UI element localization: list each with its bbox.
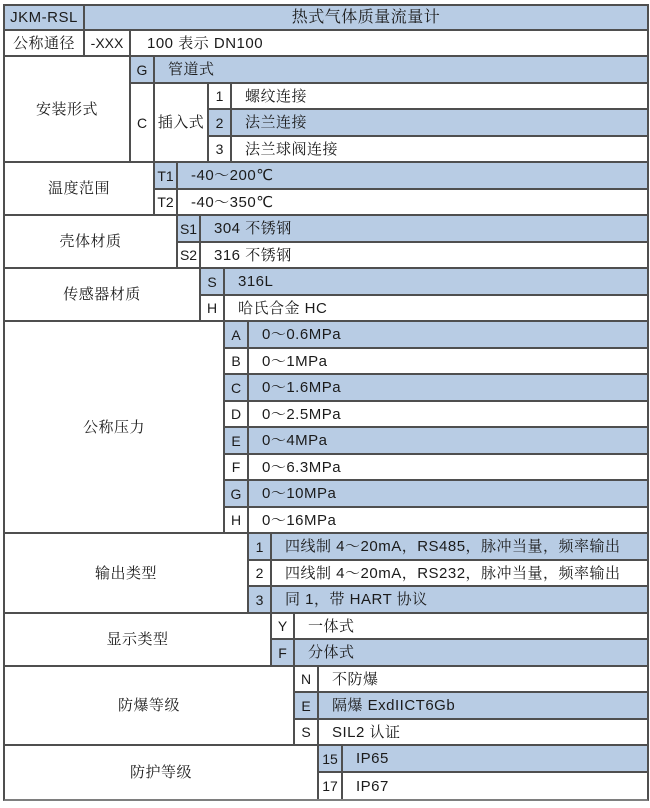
option-code-cell: F — [272, 640, 295, 667]
section-label-install: 安装形式 — [5, 57, 131, 163]
option-code-cell: F — [225, 455, 249, 481]
option-code-cell: S — [295, 720, 319, 746]
option-code-cell: 15 — [319, 746, 343, 773]
option-value-cell: IP65 — [343, 746, 647, 773]
option-value-cell: 同 1，带 HART 协议 — [272, 587, 647, 614]
option-value-cell: 分体式 — [295, 640, 647, 667]
option-code-cell: 1 — [209, 84, 232, 110]
section-label-sensor: 传感器材质 — [5, 269, 201, 322]
option-code-cell: N — [295, 667, 319, 693]
option-value-cell: 四线制 4～20mA，RS485，脉冲当量，频率输出 — [272, 534, 647, 561]
section-label-display: 显示类型 — [5, 614, 272, 667]
option-value-cell: 法兰球阀连接 — [232, 137, 647, 163]
option-value-cell: 0～16MPa — [249, 508, 647, 534]
option-value-cell: 一体式 — [295, 614, 647, 640]
option-value-cell: -40～200℃ — [178, 163, 647, 190]
option-code-cell: T1 — [155, 163, 178, 190]
option-value-cell: 0～2.5MPa — [249, 402, 647, 428]
option-code-cell: C — [225, 375, 249, 402]
option-value-cell: 隔爆 ExdIICT6Gb — [319, 693, 647, 720]
model-selection-table — [3, 4, 649, 801]
section-label-shell: 壳体材质 — [5, 216, 178, 269]
option-code-cell: D — [225, 402, 249, 428]
option-code-cell: 1 — [249, 534, 272, 561]
section-label-explosion: 防爆等级 — [5, 667, 295, 746]
model-code-cell: JKM-RSL — [5, 6, 85, 31]
option-code-cell: 2 — [209, 110, 232, 137]
option-value-cell: 0～4MPa — [249, 428, 647, 455]
option-code-cell: B — [225, 349, 249, 375]
option-code-cell: 17 — [319, 773, 343, 799]
option-value-cell: 法兰连接 — [232, 110, 647, 137]
subgroup-cell-insert: 插入式 — [155, 84, 209, 163]
option-value-cell: 100 表示 DN100 — [131, 31, 647, 57]
option-code-cell: S1 — [178, 216, 201, 243]
option-code-cell: E — [225, 428, 249, 455]
option-code-cell: 3 — [209, 137, 232, 163]
section-label-temperature: 温度范围 — [5, 163, 155, 216]
option-value-cell: 不防爆 — [319, 667, 647, 693]
option-value-cell: 0～10MPa — [249, 481, 647, 508]
option-value-cell: 哈氏合金 HC — [225, 296, 647, 322]
option-code-cell: H — [201, 296, 225, 322]
option-code-cell: E — [295, 693, 319, 720]
option-code-cell: 2 — [249, 561, 272, 587]
section-label-pressure: 公称压力 — [5, 322, 225, 534]
section-label-output: 输出类型 — [5, 534, 249, 614]
option-value-cell: SIL2 认证 — [319, 720, 647, 746]
option-code-cell: -XXX — [85, 31, 131, 57]
option-value-cell: IP67 — [343, 773, 647, 799]
product-title: 热式气体质量流量计 — [85, 6, 647, 31]
section-label-diameter: 公称通径 — [5, 31, 85, 57]
option-value-cell: 四线制 4～20mA，RS232，脉冲当量，频率输出 — [272, 561, 647, 587]
option-value-cell: 0～0.6MPa — [249, 322, 647, 349]
section-label-protection: 防护等级 — [5, 746, 319, 799]
option-value-cell: 304 不锈钢 — [201, 216, 647, 243]
option-value-cell: 螺纹连接 — [232, 84, 647, 110]
option-value-cell: 0～1MPa — [249, 349, 647, 375]
option-value-cell: 316L — [225, 269, 647, 296]
option-value-cell: 0～1.6MPa — [249, 375, 647, 402]
option-value-cell: 管道式 — [155, 57, 647, 84]
option-code-cell: G — [131, 57, 155, 84]
option-code-cell: H — [225, 508, 249, 534]
option-code-cell: G — [225, 481, 249, 508]
option-value-cell: -40～350℃ — [178, 190, 647, 216]
option-code-cell: A — [225, 322, 249, 349]
option-code-cell: T2 — [155, 190, 178, 216]
option-value-cell: 316 不锈钢 — [201, 243, 647, 269]
option-code-cell: C — [131, 84, 155, 163]
option-code-cell: S2 — [178, 243, 201, 269]
option-value-cell: 0～6.3MPa — [249, 455, 647, 481]
option-code-cell: S — [201, 269, 225, 296]
option-code-cell: 3 — [249, 587, 272, 614]
option-code-cell: Y — [272, 614, 295, 640]
